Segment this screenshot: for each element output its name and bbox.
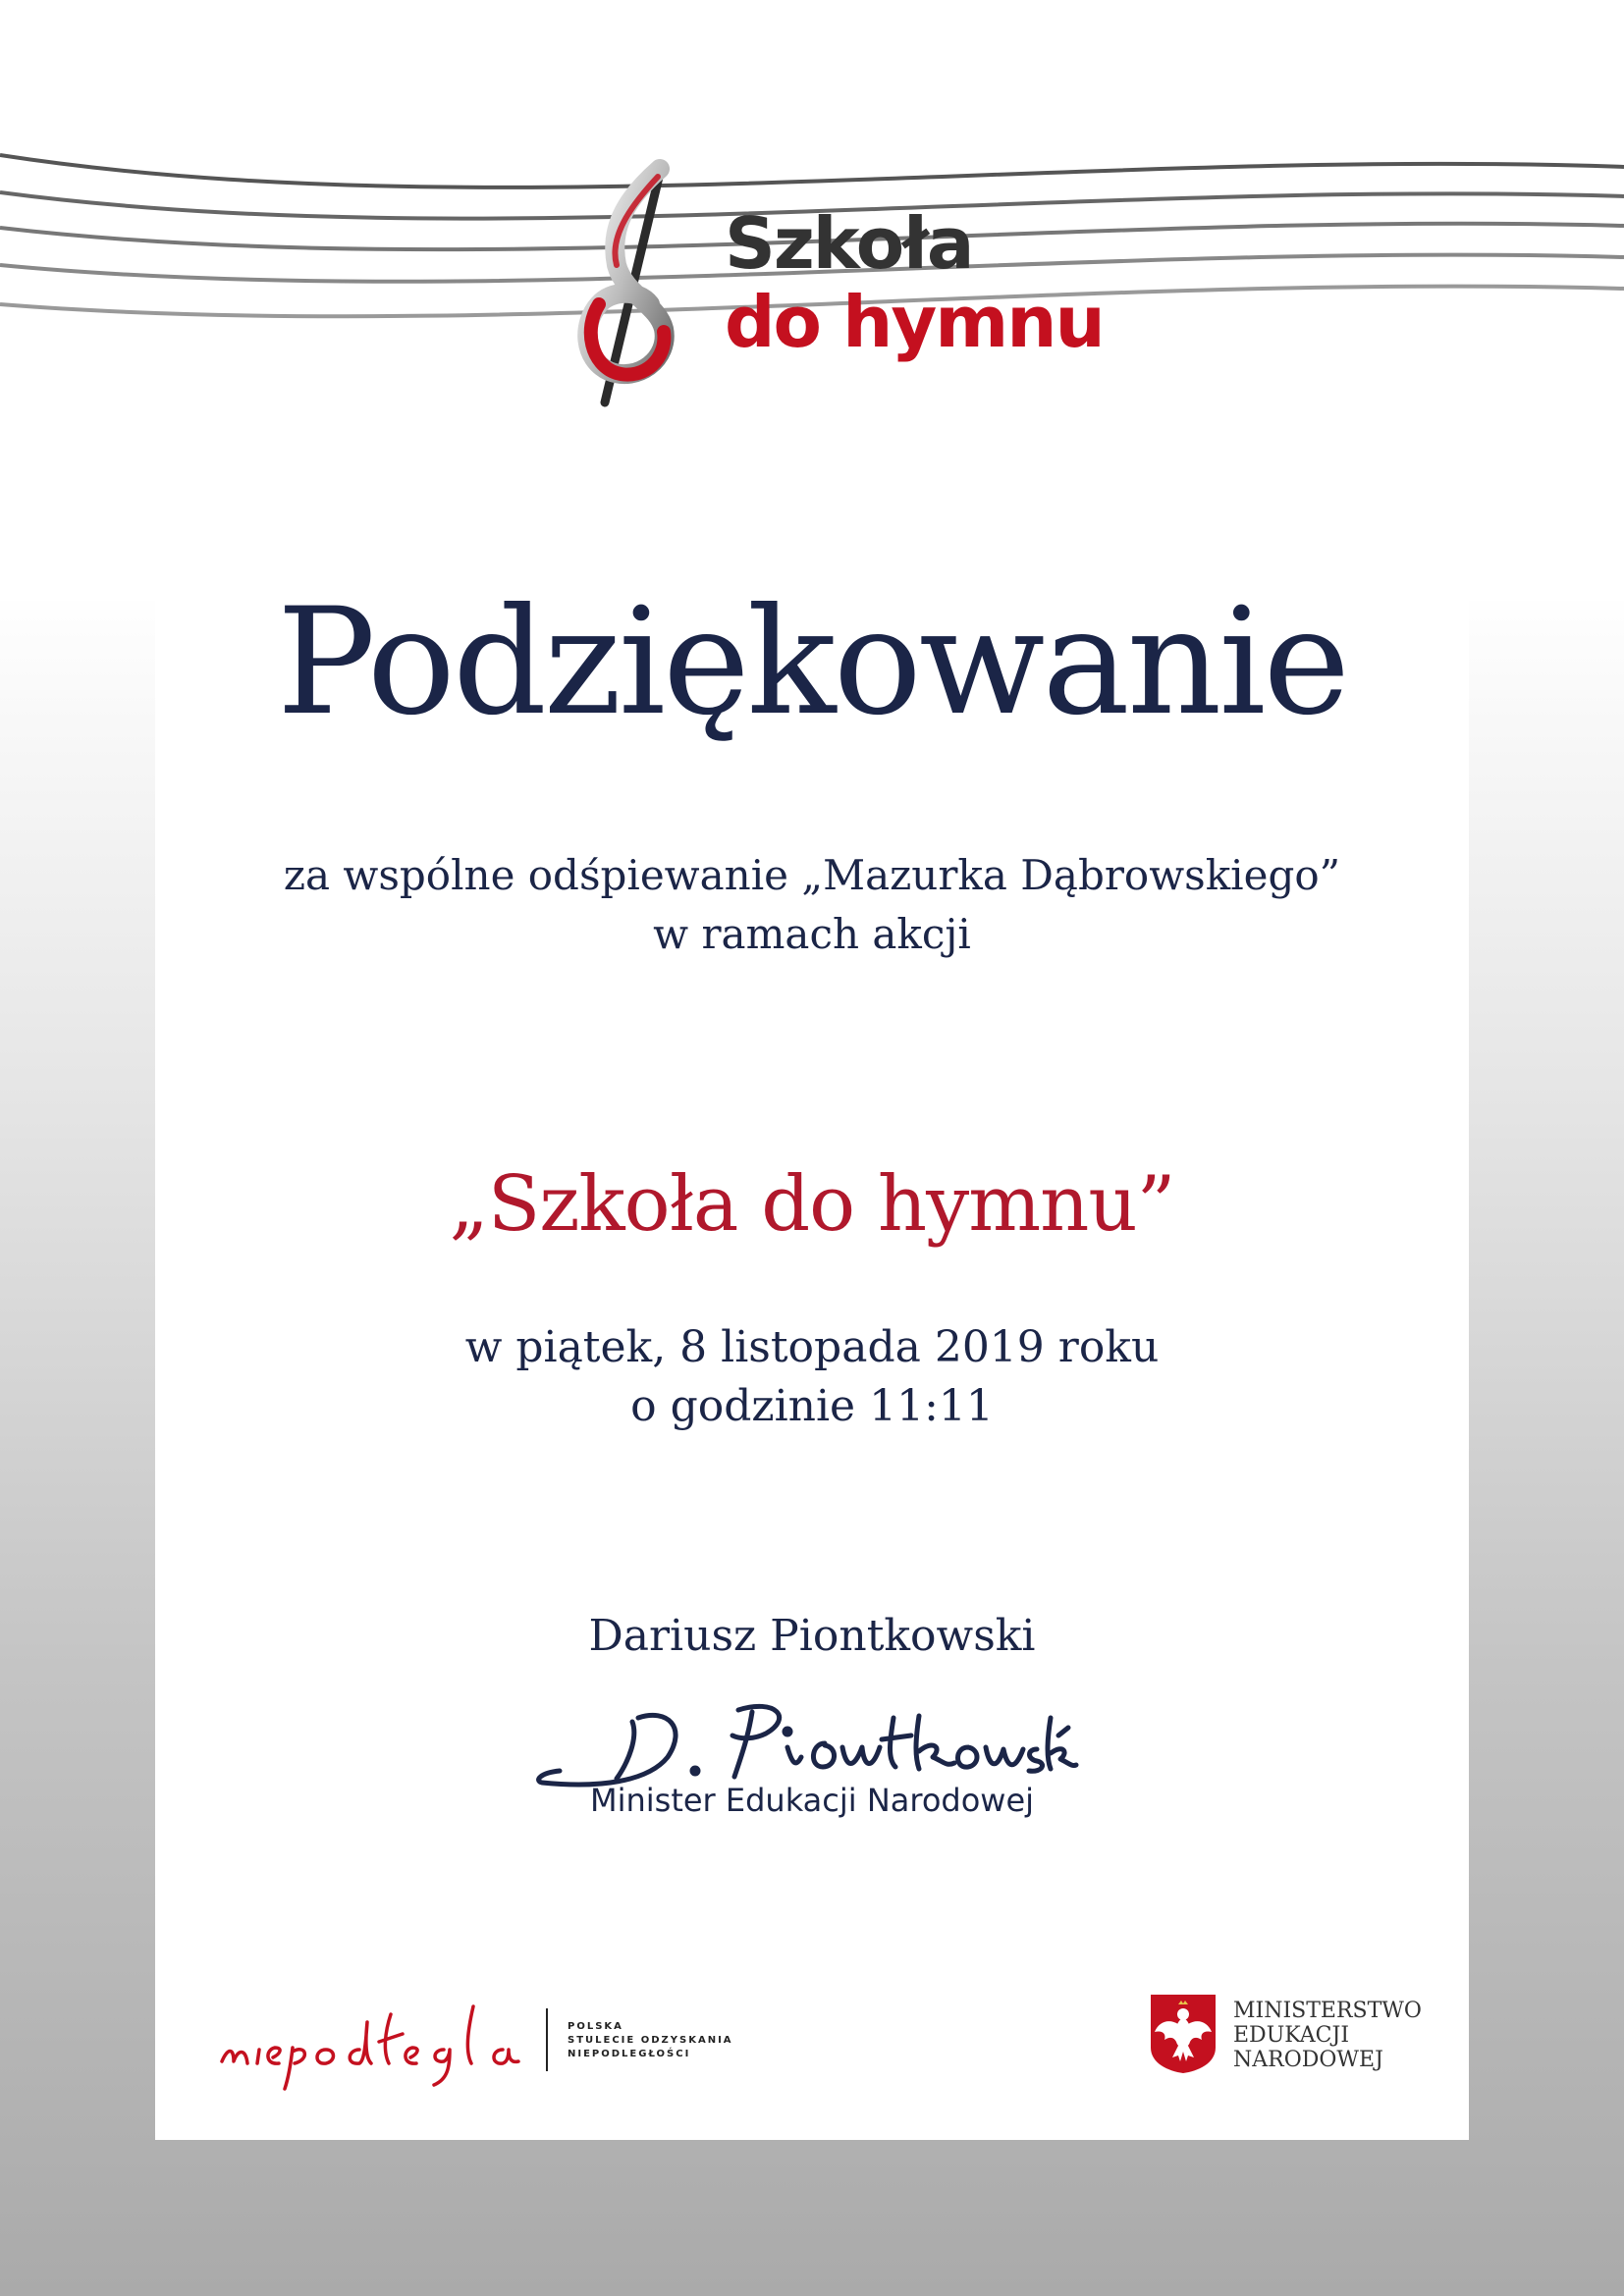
subtitle	[0, 846, 1624, 964]
ministry-name	[1233, 1999, 1422, 2072]
niepodlegla-caption-line2: STULECIE ODZYSKANIA	[568, 2035, 733, 2046]
polish-eagle-emblem-icon	[1149, 1993, 1218, 2075]
logo-ministerstwo	[1149, 1993, 1424, 2081]
subtitle-line2: w ramach akcji	[653, 910, 971, 958]
niepodlegla-caption-line1: POLSKA	[568, 2021, 623, 2032]
date-line2: o godzinie 11:11	[630, 1381, 994, 1431]
handwritten-signature	[530, 1688, 1080, 1796]
ministry-name-line3: NARODOWEJ	[1233, 2048, 1383, 2072]
logo-text-line1: Szkoła	[725, 202, 973, 285]
ministry-name-line1: MINISTERSTWO	[1233, 1999, 1422, 2023]
certificate-title: Podziękowanie	[276, 577, 1348, 748]
logo-text-line2: do hymnu	[725, 281, 1104, 363]
niepodlegla-script-logo	[216, 1993, 530, 2101]
logo-szkola-do-hymnu	[569, 157, 1104, 412]
niepodlegla-caption	[568, 2020, 733, 2061]
action-name: „Szkoła do hymnu”	[449, 1160, 1175, 1249]
treble-clef-icon	[569, 157, 697, 412]
logo-divider	[546, 2008, 548, 2071]
event-date	[0, 1318, 1624, 1436]
logo-niepodlegla	[216, 1983, 746, 2101]
signer-role: Minister Edukacji Narodowej	[589, 1782, 1035, 1819]
niepodlegla-caption-line3: NIEPODLEGŁOŚCI	[568, 2049, 691, 2059]
date-line1: w piątek, 8 listopada 2019 roku	[464, 1322, 1160, 1372]
signer-name: Dariusz Piontkowski	[588, 1611, 1036, 1661]
ministry-name-line2: EDUKACJI	[1233, 2023, 1350, 2048]
subtitle-line1: za wspólne odśpiewanie „Mazurka Dąbrowskiego”	[283, 851, 1341, 899]
